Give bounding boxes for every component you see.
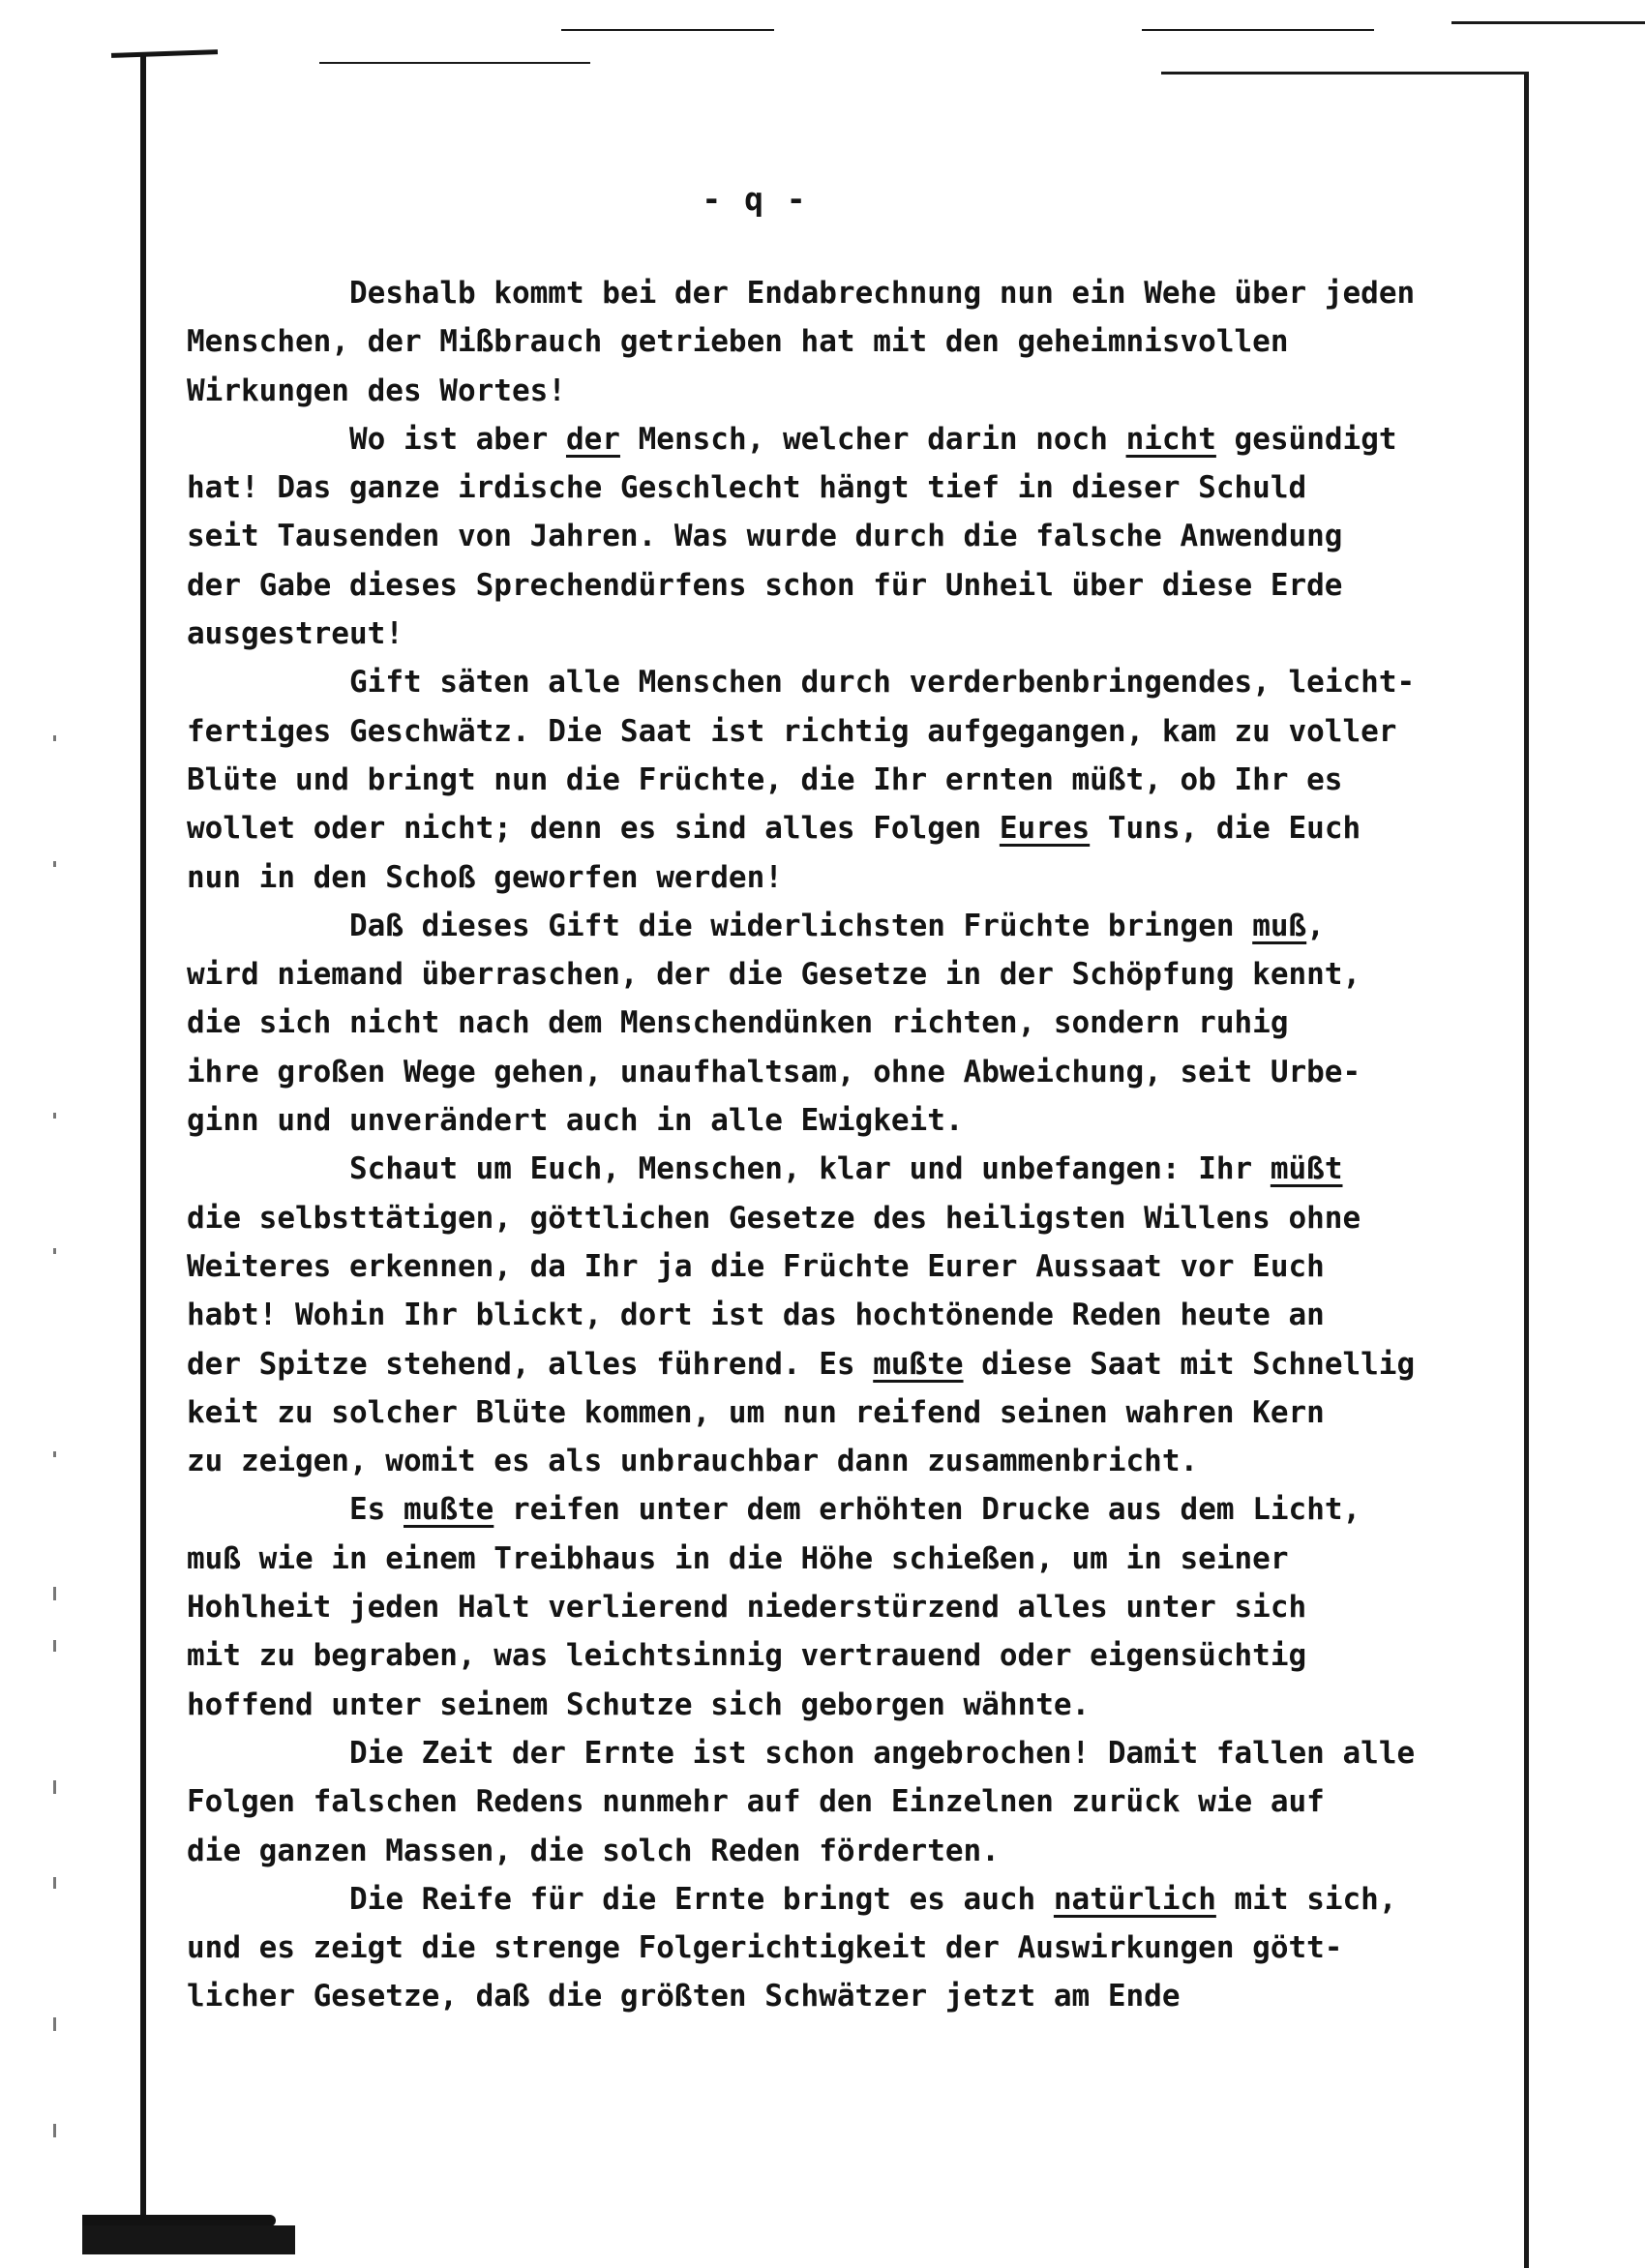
speck (53, 2124, 56, 2137)
speck (53, 2017, 56, 2031)
speck (53, 1780, 56, 1794)
text-run: Mensch, welcher darin noch (619, 421, 1126, 457)
text-line (187, 853, 1522, 902)
text-run: der Gabe dieses Sprechendürfens schon für Unheil über diese Erde (187, 567, 1343, 603)
text-run: mit sich, (1215, 1881, 1397, 1917)
text-run: Deshalb kommt bei der Endabrechnung nun ein Wehe über jeden (349, 276, 1416, 311)
left-binding-line (140, 53, 146, 2230)
text-line (187, 463, 1522, 512)
text-run: der Spitze stehend, alles führend. Es (187, 1346, 874, 1382)
scan-rule (319, 62, 590, 64)
underlined-word: mußte (873, 1346, 964, 1382)
text-run: wird niemand überraschen, der die Gesetze in der Schöpfung kennt, (187, 957, 1361, 993)
binding-bracket-top (111, 49, 218, 58)
text-run: Daß dieses Gift die widerlichsten Früchte bringen (349, 908, 1253, 943)
text-run: Gift säten alle Menschen durch verderbenbringendes, leicht- (349, 665, 1416, 701)
text-run: die selbsttätigen, göttlichen Gesetze des heiligsten Willens ohne (187, 1200, 1361, 1236)
text-run: ausgestreut! (187, 616, 404, 652)
text-line (187, 1096, 1522, 1145)
text-run: wollet oder nicht; denn es sind alles Folgen (187, 811, 1000, 847)
text-line (187, 1583, 1522, 1631)
text-run: reifen unter dem erhöhten Drucke aus dem Licht, (494, 1492, 1361, 1528)
right-margin-line (1524, 72, 1529, 2268)
underlined-word: natürlich (1053, 1881, 1216, 1917)
text-run: Menschen, der Mißbrauch getrieben hat mit den geheimnisvollen (187, 324, 1289, 360)
speck (53, 1113, 56, 1119)
text-line (187, 1827, 1522, 1875)
text-run: Es (349, 1492, 404, 1528)
scan-rule (1142, 29, 1374, 31)
text-line (187, 317, 1522, 366)
text-run: Schaut um Euch, Menschen, klar und unbefangen: Ihr (349, 1151, 1271, 1187)
text-line (187, 610, 1522, 658)
scan-rule (561, 29, 774, 31)
text-line (187, 1729, 1522, 1777)
text-line (187, 1631, 1522, 1680)
text-line (187, 269, 1522, 317)
text-line (187, 658, 1522, 706)
underlined-word: der (565, 421, 620, 457)
body-text (187, 269, 1522, 2021)
speck (53, 1248, 56, 1254)
speck (53, 735, 56, 741)
text-line (187, 1777, 1522, 1826)
text-run: licher Gesetze, daß die größten Schwätzer jetzt am Ende (187, 1979, 1181, 2014)
text-line (187, 1972, 1522, 2020)
underlined-word: müßt (1270, 1151, 1343, 1187)
speck (53, 1451, 56, 1457)
speck (53, 861, 56, 867)
text-line (187, 1242, 1522, 1291)
text-run: die sich nicht nach dem Menschendünken richten, sondern ruhig (187, 1005, 1289, 1041)
binding-bracket-foot (82, 2225, 295, 2254)
underlined-word: muß (1252, 908, 1307, 943)
text-run: Folgen falschen Redens nunmehr auf den Einzelnen zurück wie auf (187, 1784, 1325, 1820)
underlined-word: nicht (1125, 421, 1216, 457)
text-line (187, 1194, 1522, 1242)
text-run: diese Saat mit Schnellig (963, 1346, 1416, 1382)
text-run: seit Tausenden von Jahren. Was wurde durch die falsche Anwendung (187, 519, 1343, 554)
text-line (187, 1145, 1522, 1193)
text-line (187, 1388, 1522, 1437)
text-line (187, 1535, 1522, 1583)
text-run: muß wie in einem Treibhaus in die Höhe schießen, um in seiner (187, 1540, 1289, 1576)
text-run: mit zu begraben, was leichtsinnig vertrauend oder eigensüchtig (187, 1638, 1307, 1674)
text-run: hoffend unter seinem Schutze sich geborgen wähnte. (187, 1686, 1091, 1722)
text-line (187, 1437, 1522, 1485)
underlined-word: Eures (999, 811, 1091, 847)
text-line (187, 1340, 1522, 1388)
text-run: , (1306, 908, 1325, 943)
scan-rule (1161, 72, 1529, 75)
page-number: - q - (702, 180, 808, 218)
speck (53, 1587, 56, 1600)
text-line (187, 707, 1522, 756)
text-run: zu zeigen, womit es als unbrauchbar dann zusammenbricht. (187, 1444, 1199, 1479)
text-run: Hohlheit jeden Halt verlierend niederstürzend alles unter sich (187, 1590, 1307, 1626)
text-line (187, 367, 1522, 415)
text-line (187, 756, 1522, 804)
text-line (187, 512, 1522, 560)
speck (53, 1877, 56, 1889)
underlined-word: mußte (404, 1492, 494, 1528)
text-run: ginn und unverändert auch in alle Ewigkeit. (187, 1103, 964, 1139)
text-line (187, 1485, 1522, 1534)
text-run: gesündigt (1215, 421, 1397, 457)
text-line (187, 1681, 1522, 1729)
text-line (187, 1924, 1522, 1972)
text-run: habt! Wohin Ihr blickt, dort ist das hochtönende Reden heute an (187, 1298, 1325, 1333)
text-run: hat! Das ganze irdische Geschlecht hängt tief in dieser Schuld (187, 470, 1307, 506)
text-run: ihre großen Wege gehen, unaufhaltsam, ohne Abweichung, seit Urbe- (187, 1054, 1361, 1089)
text-run: Wirkungen des Wortes! (187, 373, 566, 408)
text-run: Blüte und bringt nun die Früchte, die Ihr ernten müßt, ob Ihr es (187, 761, 1343, 797)
text-run: fertiges Geschwätz. Die Saat ist richtig aufgegangen, kam zu voller (187, 713, 1397, 749)
text-line (187, 1048, 1522, 1096)
text-run: Tuns, die Euch (1090, 811, 1361, 847)
text-run: keit zu solcher Blüte kommen, um nun reifend seinen wahren Kern (187, 1394, 1325, 1430)
text-line (187, 950, 1522, 999)
text-run: Weiteres erkennen, da Ihr ja die Früchte Eurer Aussaat vor Euch (187, 1248, 1325, 1284)
text-line (187, 1875, 1522, 1924)
text-line (187, 804, 1522, 852)
margin-specks (53, 0, 92, 2262)
text-line (187, 902, 1522, 950)
text-run: Wo ist aber (349, 421, 566, 457)
text-run: Die Zeit der Ernte ist schon angebrochen! Damit fallen alle (349, 1735, 1416, 1771)
text-run: die ganzen Massen, die solch Reden förderten. (187, 1833, 1000, 1868)
text-line (187, 1291, 1522, 1339)
text-run: nun in den Schoß geworfen werden! (187, 859, 783, 895)
text-line (187, 999, 1522, 1047)
text-run: Die Reife für die Ernte bringt es auch (349, 1881, 1054, 1917)
text-line (187, 415, 1522, 463)
speck (53, 1640, 56, 1652)
text-run: und es zeigt die strenge Folgerichtigkeit der Auswirkungen gött- (187, 1930, 1343, 1966)
text-line (187, 561, 1522, 610)
scan-rule (1451, 21, 1645, 24)
